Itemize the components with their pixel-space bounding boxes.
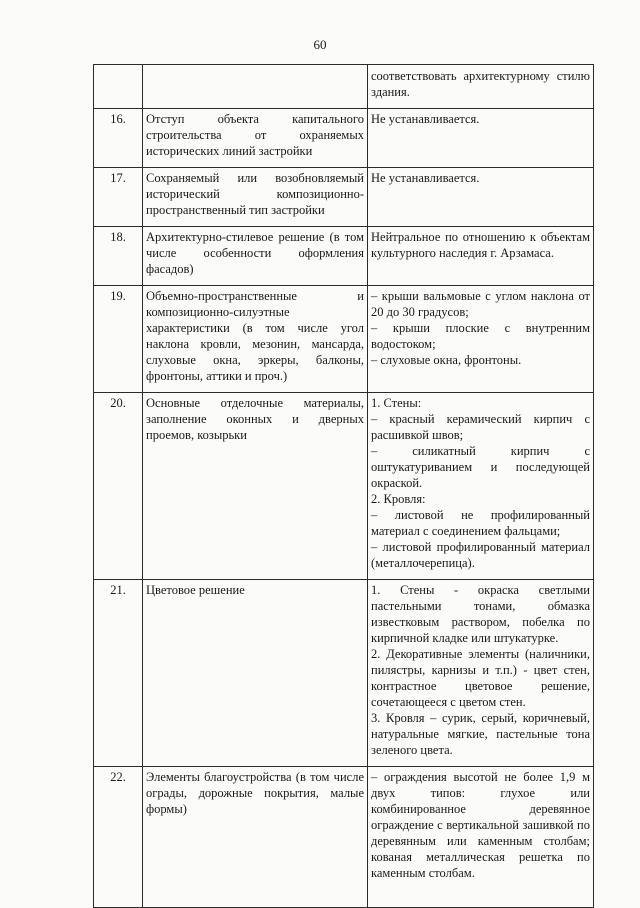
value-line: 3. Кровля – сурик, серый, коричневый, натуральные мягкие, пастельные тона зеленого цвета.: [371, 711, 590, 757]
value-line: Не устанавливается.: [371, 171, 480, 185]
value-line: – крыши вальмовые с углом наклона от 20 до 30 градусов;: [371, 289, 590, 319]
table-row: [94, 767, 594, 908]
table-row: [94, 227, 594, 286]
row-number: 22.: [94, 767, 143, 908]
row-number: 19.: [94, 286, 143, 393]
value-cell: [368, 767, 594, 908]
value-line: – листовой профилированный материал (металлочерепица).: [371, 540, 590, 570]
row-number: 18.: [94, 227, 143, 286]
table-row: [94, 168, 594, 227]
value-line: – листовой не профилированный материал с соединением фальцами;: [371, 508, 590, 538]
parameter-cell: Архитектурно-стилевое решение (в том числе особенности оформления фасадов): [143, 227, 368, 286]
value-line: – слуховые окна, фронтоны.: [371, 353, 522, 367]
table-row: [94, 286, 594, 393]
regulation-table: [93, 64, 594, 908]
value-line: 2. Кровля:: [371, 492, 426, 506]
value-cell: [368, 286, 594, 393]
parameter-cell: Цветовое решение: [143, 580, 368, 767]
table-row: [94, 580, 594, 767]
parameter-cell: Объемно-пространственные и композиционно-силуэтные характеристики (в том числе угол наклона кровли, мезонин, мансарда, слуховые окна, эркеры, балконы, фронтоны, аттики и проч.): [143, 286, 368, 393]
value-line: – красный керамический кирпич с расшивкой швов;: [371, 412, 590, 442]
parameter-cell: Сохраняемый или возобновляемый исторический композиционно-пространственный тип застройки: [143, 168, 368, 227]
value-line: 1. Стены:: [371, 396, 422, 410]
parameter-cell: [143, 65, 368, 109]
value-line: Нейтральное по отношению к объектам культурного наследия г. Арзамаса.: [371, 230, 590, 260]
page-number: 60: [313, 37, 327, 52]
value-line: соответствовать архитектурному стилю здания.: [371, 69, 590, 99]
row-number: 16.: [94, 109, 143, 168]
value-cell: [368, 227, 594, 286]
value-line: – ограждения высотой не более 1,9 м двух типов: глухое или комбинированное деревянное ограждение с вертикальной зашивкой по деревянным или каменным столбам; кованая металлическая решетка по каменным столбам.: [371, 770, 590, 880]
table-row: [94, 65, 594, 109]
parameter-cell: Элементы благоустройства (в том числе ограды, дорожные покрытия, малые формы): [143, 767, 368, 908]
row-number: [94, 65, 143, 109]
value-line: – силикатный кирпич с оштукатуриванием и последующей окраской.: [371, 444, 590, 490]
row-number: 21.: [94, 580, 143, 767]
parameter-cell: Отступ объекта капитального строительства от охраняемых исторических линий застройки: [143, 109, 368, 168]
table-row: [94, 109, 594, 168]
value-line: Не устанавливается.: [371, 112, 480, 126]
parameter-cell: Основные отделочные материалы, заполнение оконных и дверных проемов, козырьки: [143, 393, 368, 580]
row-number: 20.: [94, 393, 143, 580]
value-cell: [368, 393, 594, 580]
value-line: 2. Декоративные элементы (наличники, пилястры, карнизы и т.п.) - цвет стен, контрастное цветовое решение, сочетающееся с цветом стен.: [371, 647, 590, 709]
value-cell: [368, 168, 594, 227]
value-line: – крыши плоские с внутренним водостоком;: [371, 321, 590, 351]
table-row: [94, 393, 594, 580]
row-number: 17.: [94, 168, 143, 227]
value-line: 1. Стены - окраска светлыми пастельными тонами, обмазка известковым раствором, побелка по кирпичной кладке или штукатурке.: [371, 583, 590, 645]
value-cell: [368, 65, 594, 109]
value-cell: [368, 580, 594, 767]
value-cell: [368, 109, 594, 168]
